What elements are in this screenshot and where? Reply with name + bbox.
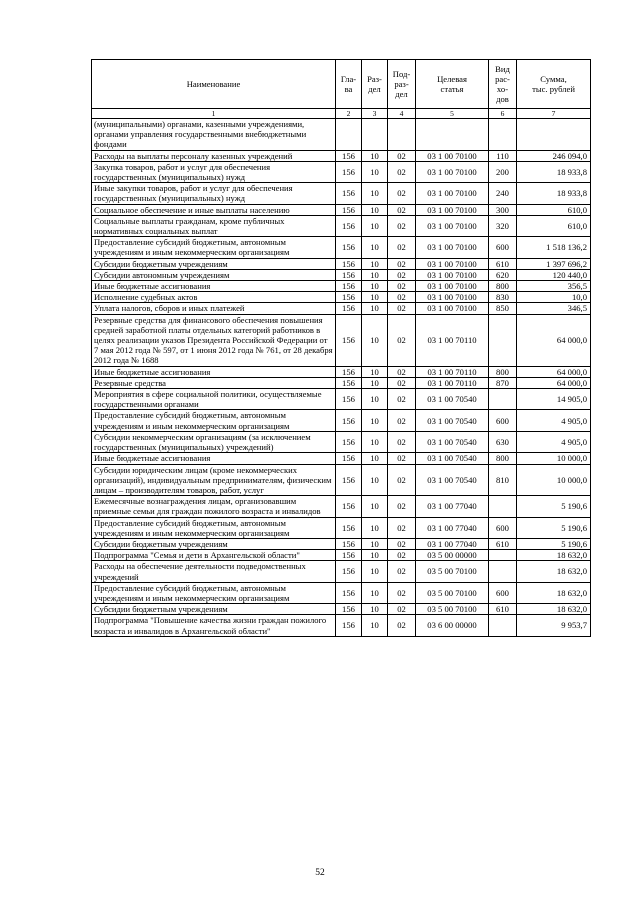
cell-name: Исполнение судебных актов (92, 292, 336, 303)
cell-chapter: 156 (336, 281, 362, 292)
cell-expense-type: 830 (489, 292, 517, 303)
cell-name: Субсидии юридическим лицам (кроме некоммерческих организаций), индивидуальным предпринимателям, физическим лицам – производителям товаров, работ, услуг (92, 464, 336, 496)
column-number: 5 (416, 109, 489, 119)
cell-target-article: 03 1 00 70540 (416, 389, 489, 410)
header-subsection: Под- раз- дел (388, 60, 416, 109)
cell-expense-type: 850 (489, 303, 517, 314)
cell-section: 10 (362, 314, 388, 366)
column-number: 4 (388, 109, 416, 119)
cell-subsection: 02 (388, 366, 416, 377)
cell-amount: 5 190,6 (517, 517, 591, 538)
cell-amount: 18 632,0 (517, 561, 591, 582)
cell-expense-type (489, 496, 517, 517)
cell-subsection: 02 (388, 237, 416, 258)
column-number: 2 (336, 109, 362, 119)
cell-chapter: 156 (336, 314, 362, 366)
table-row (92, 464, 591, 496)
cell-expense-type (489, 550, 517, 561)
cell-subsection: 02 (388, 496, 416, 517)
table-row (92, 269, 591, 280)
cell-target-article: 03 1 00 70110 (416, 314, 489, 366)
cell-section: 10 (362, 538, 388, 549)
cell-expense-type: 630 (489, 431, 517, 452)
cell-chapter: 156 (336, 615, 362, 636)
cell-section: 10 (362, 496, 388, 517)
cell-target-article: 03 1 00 70110 (416, 377, 489, 388)
cell-subsection: 02 (388, 314, 416, 366)
cell-expense-type: 610 (489, 538, 517, 549)
cell-expense-type (489, 389, 517, 410)
cell-expense-type: 600 (489, 582, 517, 603)
cell-chapter: 156 (336, 303, 362, 314)
cell-amount: 10 000,0 (517, 453, 591, 464)
cell-section: 10 (362, 204, 388, 215)
table-row (92, 538, 591, 549)
cell-subsection: 02 (388, 292, 416, 303)
cell-subsection: 02 (388, 517, 416, 538)
cell-chapter: 156 (336, 496, 362, 517)
column-number: 1 (92, 109, 336, 119)
column-number: 3 (362, 109, 388, 119)
cell-expense-type: 110 (489, 150, 517, 161)
cell-expense-type (489, 615, 517, 636)
cell-expense-type: 800 (489, 281, 517, 292)
cell-target-article: 03 5 00 70100 (416, 561, 489, 582)
cell-section: 10 (362, 377, 388, 388)
cell-section: 10 (362, 410, 388, 431)
table-row (92, 314, 591, 366)
cell-section: 10 (362, 366, 388, 377)
cell-subsection: 02 (388, 377, 416, 388)
cell-target-article: 03 1 00 70540 (416, 453, 489, 464)
cell-section: 10 (362, 281, 388, 292)
cell-target-article: 03 1 00 70100 (416, 215, 489, 236)
cell-amount: 14 905,0 (517, 389, 591, 410)
cell-name: Субсидии бюджетным учреждениям (92, 538, 336, 549)
cell-expense-type: 320 (489, 215, 517, 236)
cell-expense-type: 870 (489, 377, 517, 388)
cell-amount: 120 440,0 (517, 269, 591, 280)
cell-expense-type: 200 (489, 161, 517, 182)
cell-target-article (416, 119, 489, 151)
cell-name: Резервные средства для финансового обеспечения повышения средней заработной платы отдельных категорий работников в целях реализации указов Президента Российской Федерации от 7 мая 2012 года № 597, от 1 июня 2012 года № 761, от 28 декабря 2012 года № 1688 (92, 314, 336, 366)
cell-chapter (336, 119, 362, 151)
table-row (92, 377, 591, 388)
cell-section: 10 (362, 258, 388, 269)
cell-chapter: 156 (336, 517, 362, 538)
cell-subsection: 02 (388, 303, 416, 314)
cell-chapter: 156 (336, 410, 362, 431)
cell-expense-type: 600 (489, 237, 517, 258)
cell-amount: 64 000,0 (517, 314, 591, 366)
cell-chapter: 156 (336, 389, 362, 410)
cell-target-article: 03 1 00 77040 (416, 538, 489, 549)
table-row (92, 237, 591, 258)
cell-target-article: 03 5 00 70100 (416, 582, 489, 603)
cell-subsection (388, 119, 416, 151)
cell-name: Субсидии некоммерческим организациям (за исключением государственных (муниципальных) учреждений) (92, 431, 336, 452)
table-row (92, 550, 591, 561)
cell-name: Иные бюджетные ассигнования (92, 453, 336, 464)
cell-subsection: 02 (388, 215, 416, 236)
cell-name: Предоставление субсидий бюджетным, автономным учреждениям и иным некоммерческим организациям (92, 582, 336, 603)
cell-subsection: 02 (388, 582, 416, 603)
cell-target-article: 03 1 00 70110 (416, 366, 489, 377)
cell-subsection: 02 (388, 204, 416, 215)
cell-target-article: 03 1 00 70100 (416, 237, 489, 258)
header-chapter: Гла- ва (336, 60, 362, 109)
table-row (92, 292, 591, 303)
cell-section: 10 (362, 604, 388, 615)
cell-name: Расходы на обеспечение деятельности подведомственных учреждений (92, 561, 336, 582)
cell-name: Социальное обеспечение и иные выплаты населению (92, 204, 336, 215)
cell-name: Иные бюджетные ассигнования (92, 366, 336, 377)
cell-subsection: 02 (388, 183, 416, 204)
cell-section: 10 (362, 292, 388, 303)
table-row (92, 453, 591, 464)
table-row (92, 431, 591, 452)
cell-amount: 4 905,0 (517, 431, 591, 452)
table-row (92, 183, 591, 204)
cell-amount: 246 094,0 (517, 150, 591, 161)
cell-amount: 346,5 (517, 303, 591, 314)
cell-expense-type: 610 (489, 604, 517, 615)
cell-subsection: 02 (388, 453, 416, 464)
cell-subsection: 02 (388, 604, 416, 615)
cell-section: 10 (362, 582, 388, 603)
cell-name: Предоставление субсидий бюджетным, автономным учреждениям и иным некоммерческим организациям (92, 237, 336, 258)
cell-name: Ежемесячные вознаграждения лицам, организовавшим приемные семьи для граждан пожилого возраста и инвалидов (92, 496, 336, 517)
cell-subsection: 02 (388, 410, 416, 431)
cell-name: Предоставление субсидий бюджетным, автономным учреждениям и иным некоммерческим организациям (92, 410, 336, 431)
cell-subsection: 02 (388, 269, 416, 280)
cell-expense-type: 620 (489, 269, 517, 280)
cell-section: 10 (362, 389, 388, 410)
header-row (92, 60, 591, 109)
cell-chapter: 156 (336, 204, 362, 215)
cell-name: Подпрограмма "Семья и дети в Архангельской области" (92, 550, 336, 561)
cell-section: 10 (362, 161, 388, 182)
cell-subsection: 02 (388, 550, 416, 561)
cell-section: 10 (362, 303, 388, 314)
cell-expense-type (489, 314, 517, 366)
budget-table (91, 59, 591, 637)
cell-amount: 18 632,0 (517, 604, 591, 615)
cell-target-article: 03 1 00 70100 (416, 269, 489, 280)
table-row (92, 258, 591, 269)
table-row (92, 303, 591, 314)
header-amount: Сумма, тыс. рублей (517, 60, 591, 109)
table-row (92, 161, 591, 182)
cell-chapter: 156 (336, 464, 362, 496)
cell-target-article: 03 1 00 70100 (416, 161, 489, 182)
column-number: 7 (517, 109, 591, 119)
cell-expense-type (489, 561, 517, 582)
cell-subsection: 02 (388, 150, 416, 161)
page-number: 52 (315, 868, 325, 878)
cell-target-article: 03 1 00 77040 (416, 517, 489, 538)
table-row (92, 561, 591, 582)
cell-section: 10 (362, 215, 388, 236)
cell-subsection: 02 (388, 561, 416, 582)
cell-amount: 64 000,0 (517, 377, 591, 388)
cell-amount: 10 000,0 (517, 464, 591, 496)
cell-target-article: 03 1 00 70540 (416, 431, 489, 452)
cell-chapter: 156 (336, 561, 362, 582)
cell-chapter: 156 (336, 604, 362, 615)
cell-target-article: 03 1 00 70100 (416, 258, 489, 269)
header-name: Наименование (92, 60, 336, 109)
cell-chapter: 156 (336, 150, 362, 161)
cell-chapter: 156 (336, 366, 362, 377)
column-number: 6 (489, 109, 517, 119)
cell-section: 10 (362, 269, 388, 280)
cell-target-article: 03 1 00 70100 (416, 204, 489, 215)
cell-name: Субсидии автономным учреждениям (92, 269, 336, 280)
cell-amount: 18 632,0 (517, 582, 591, 603)
cell-name: Социальные выплаты гражданам, кроме публичных нормативных социальных выплат (92, 215, 336, 236)
table-row (92, 604, 591, 615)
cell-chapter: 156 (336, 237, 362, 258)
cell-amount: 9 953,7 (517, 615, 591, 636)
table-row (92, 281, 591, 292)
table-row (92, 496, 591, 517)
cell-target-article: 03 1 00 70540 (416, 464, 489, 496)
table-row (92, 215, 591, 236)
cell-target-article: 03 6 00 00000 (416, 615, 489, 636)
cell-expense-type: 810 (489, 464, 517, 496)
cell-name: Субсидии бюджетным учреждениям (92, 258, 336, 269)
cell-amount: 18 933,8 (517, 183, 591, 204)
cell-target-article: 03 5 00 00000 (416, 550, 489, 561)
cell-expense-type: 800 (489, 453, 517, 464)
cell-expense-type: 300 (489, 204, 517, 215)
cell-amount: 18 933,8 (517, 161, 591, 182)
cell-amount: 18 632,0 (517, 550, 591, 561)
cell-expense-type: 600 (489, 410, 517, 431)
cell-name: Иные закупки товаров, работ и услуг для обеспечения государственных (муниципальных) нужд (92, 183, 336, 204)
cell-amount: 4 905,0 (517, 410, 591, 431)
cell-subsection: 02 (388, 281, 416, 292)
header-section: Раз- дел (362, 60, 388, 109)
cell-chapter: 156 (336, 215, 362, 236)
header-expense-type: Вид рас- хо- дов (489, 60, 517, 109)
cell-amount: 5 190,6 (517, 538, 591, 549)
cell-chapter: 156 (336, 183, 362, 204)
cell-name: Расходы на выплаты персоналу казенных учреждений (92, 150, 336, 161)
cell-chapter: 156 (336, 550, 362, 561)
cell-target-article: 03 1 00 77040 (416, 496, 489, 517)
cell-subsection: 02 (388, 431, 416, 452)
cell-chapter: 156 (336, 453, 362, 464)
cell-target-article: 03 1 00 70100 (416, 150, 489, 161)
cell-amount: 5 190,6 (517, 496, 591, 517)
cell-expense-type: 600 (489, 517, 517, 538)
table-row (92, 615, 591, 636)
cell-section: 10 (362, 615, 388, 636)
cell-subsection: 02 (388, 538, 416, 549)
cell-subsection: 02 (388, 464, 416, 496)
cell-name: Подпрограмма "Повышение качества жизни граждан пожилого возраста и инвалидов в Архангельской области" (92, 615, 336, 636)
cell-subsection: 02 (388, 161, 416, 182)
table-row (92, 517, 591, 538)
cell-amount: 64 000,0 (517, 366, 591, 377)
cell-section: 10 (362, 237, 388, 258)
cell-section: 10 (362, 517, 388, 538)
cell-chapter: 156 (336, 258, 362, 269)
cell-chapter: 156 (336, 431, 362, 452)
table-row (92, 119, 591, 151)
cell-section: 10 (362, 550, 388, 561)
cell-section: 10 (362, 431, 388, 452)
cell-amount: 10,0 (517, 292, 591, 303)
cell-section: 10 (362, 453, 388, 464)
cell-chapter: 156 (336, 161, 362, 182)
cell-amount: 610,0 (517, 204, 591, 215)
cell-name: Предоставление субсидий бюджетным, автономным учреждениям и иным некоммерческим организациям (92, 517, 336, 538)
cell-amount (517, 119, 591, 151)
table-row (92, 389, 591, 410)
column-number-row (92, 109, 591, 119)
cell-target-article: 03 1 00 70100 (416, 292, 489, 303)
cell-expense-type: 240 (489, 183, 517, 204)
cell-section: 10 (362, 561, 388, 582)
table-row (92, 366, 591, 377)
cell-subsection: 02 (388, 258, 416, 269)
cell-name: (муниципальными) органами, казенными учреждениями, органами управления государственными внебюджетными фондами (92, 119, 336, 151)
cell-subsection: 02 (388, 615, 416, 636)
cell-amount: 356,5 (517, 281, 591, 292)
cell-chapter: 156 (336, 292, 362, 303)
cell-amount: 1 397 696,2 (517, 258, 591, 269)
cell-section: 10 (362, 464, 388, 496)
cell-chapter: 156 (336, 582, 362, 603)
cell-chapter: 156 (336, 538, 362, 549)
cell-expense-type: 800 (489, 366, 517, 377)
table-body (92, 119, 591, 637)
cell-target-article: 03 1 00 70100 (416, 281, 489, 292)
cell-target-article: 03 1 00 70100 (416, 183, 489, 204)
cell-target-article: 03 1 00 70540 (416, 410, 489, 431)
table-row (92, 410, 591, 431)
cell-target-article: 03 1 00 70100 (416, 303, 489, 314)
cell-name: Субсидии бюджетным учреждениям (92, 604, 336, 615)
cell-target-article: 03 5 00 70100 (416, 604, 489, 615)
header-target-article: Целевая статья (416, 60, 489, 109)
cell-section (362, 119, 388, 151)
cell-name: Мероприятия в сфере социальной политики, осуществляемые государственными органами (92, 389, 336, 410)
table-row (92, 582, 591, 603)
cell-chapter: 156 (336, 269, 362, 280)
budget-table-container (91, 59, 590, 637)
cell-chapter: 156 (336, 377, 362, 388)
cell-name: Закупка товаров, работ и услуг для обеспечения государственных (муниципальных) нужд (92, 161, 336, 182)
cell-name: Уплата налогов, сборов и иных платежей (92, 303, 336, 314)
cell-section: 10 (362, 183, 388, 204)
cell-name: Резервные средства (92, 377, 336, 388)
cell-section: 10 (362, 150, 388, 161)
cell-amount: 1 518 136,2 (517, 237, 591, 258)
cell-amount: 610,0 (517, 215, 591, 236)
cell-expense-type (489, 119, 517, 151)
table-row (92, 150, 591, 161)
cell-subsection: 02 (388, 389, 416, 410)
table-row (92, 204, 591, 215)
cell-expense-type: 610 (489, 258, 517, 269)
cell-name: Иные бюджетные ассигнования (92, 281, 336, 292)
